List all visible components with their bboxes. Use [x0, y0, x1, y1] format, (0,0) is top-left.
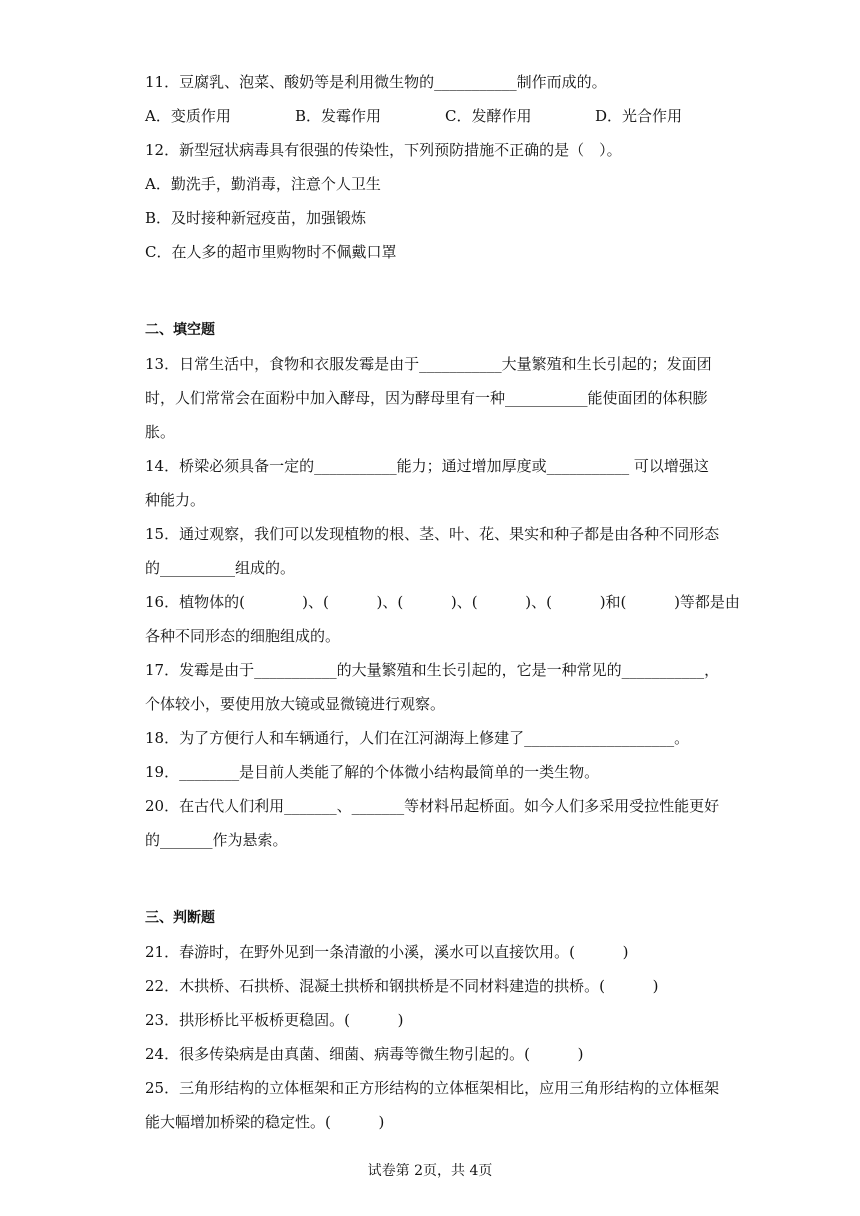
- section-heading-fill-blank: 二、填空题: [145, 322, 215, 338]
- question-22: 22．木拱桥、石拱桥、混凝土拱桥和钢拱桥是不同材料建造的拱桥。( ): [145, 977, 659, 995]
- page-footer: 试卷第 2页，共 4页: [367, 1163, 493, 1179]
- question-17-line-1: 17．发霉是由于___________的大量繁殖和生长引起的，它是一种常见的___________，: [145, 661, 720, 679]
- question-14-line-1: 14．桥梁必须具备一定的___________能力；通过增加厚度或___________ 可以增强这: [145, 457, 709, 475]
- question-15-line-2: 的__________组成的。: [145, 559, 296, 577]
- question-25-line-2: 能大幅增加桥梁的稳定性。( ): [145, 1113, 385, 1131]
- question-24: 24．很多传染病是由真菌、细菌、病毒等微生物引起的。( ): [145, 1045, 584, 1063]
- option-b: B．及时接种新冠疫苗，加强锻炼: [145, 209, 367, 227]
- option-a: A．变质作用: [145, 107, 231, 125]
- question-16-line-2: 各种不同形态的细胞组成的。: [145, 627, 341, 645]
- question-25-line-1: 25．三角形结构的立体框架和正方形结构的立体框架相比，应用三角形结构的立体框架: [145, 1079, 720, 1097]
- question-20-line-2: 的_______作为悬索。: [145, 831, 288, 849]
- question-12-stem: 12．新型冠状病毒具有很强的传染性，下列预防措施不正确的是（ ）。: [145, 141, 622, 159]
- option-d: D．光合作用: [595, 107, 683, 125]
- section-heading-true-false: 三、判断题: [145, 910, 215, 926]
- question-20-line-1: 20．在古代人们利用_______、_______等材料吊起桥面。如今人们多采用受拉性能更好: [145, 797, 720, 815]
- question-15-line-1: 15．通过观察，我们可以发现植物的根、茎、叶、花、果实和种子都是由各种不同形态: [145, 525, 720, 543]
- question-11-stem: 11．豆腐乳、泡菜、酸奶等是利用微生物的___________制作而成的。: [145, 73, 607, 91]
- question-13-line-3: 胀。: [145, 423, 176, 441]
- option-b: B．发霉作用: [295, 107, 382, 125]
- question-13-line-2: 时，人们常常会在面粉中加入酵母，因为酵母里有一种___________能使面团的体积膨: [145, 389, 708, 407]
- question-23: 23．拱形桥比平板桥更稳固。( ): [145, 1011, 404, 1029]
- question-16-line-1: 16．植物体的( )、( )、( )、( )、( )和( )等都是由: [145, 593, 740, 611]
- question-21: 21．春游时，在野外见到一条清澈的小溪，溪水可以直接饮用。( ): [145, 943, 629, 961]
- question-14-line-2: 种能力。: [145, 491, 206, 509]
- option-c: C．在人多的超市里购物时不佩戴口罩: [145, 243, 397, 261]
- question-18: 18．为了方便行人和车辆通行，人们在江河湖海上修建了____________________。: [145, 729, 690, 747]
- question-19: 19．________是目前人类能了解的个体微小结构最简单的一类生物。: [145, 763, 600, 781]
- question-17-line-2: 个体较小，要使用放大镜或显微镜进行观察。: [145, 695, 446, 713]
- option-a: A．勤洗手，勤消毒，注意个人卫生: [145, 175, 381, 193]
- option-c: C．发酵作用: [445, 107, 532, 125]
- question-13-line-1: 13．日常生活中，食物和衣服发霉是由于___________大量繁殖和生长引起的；发面团: [145, 355, 712, 373]
